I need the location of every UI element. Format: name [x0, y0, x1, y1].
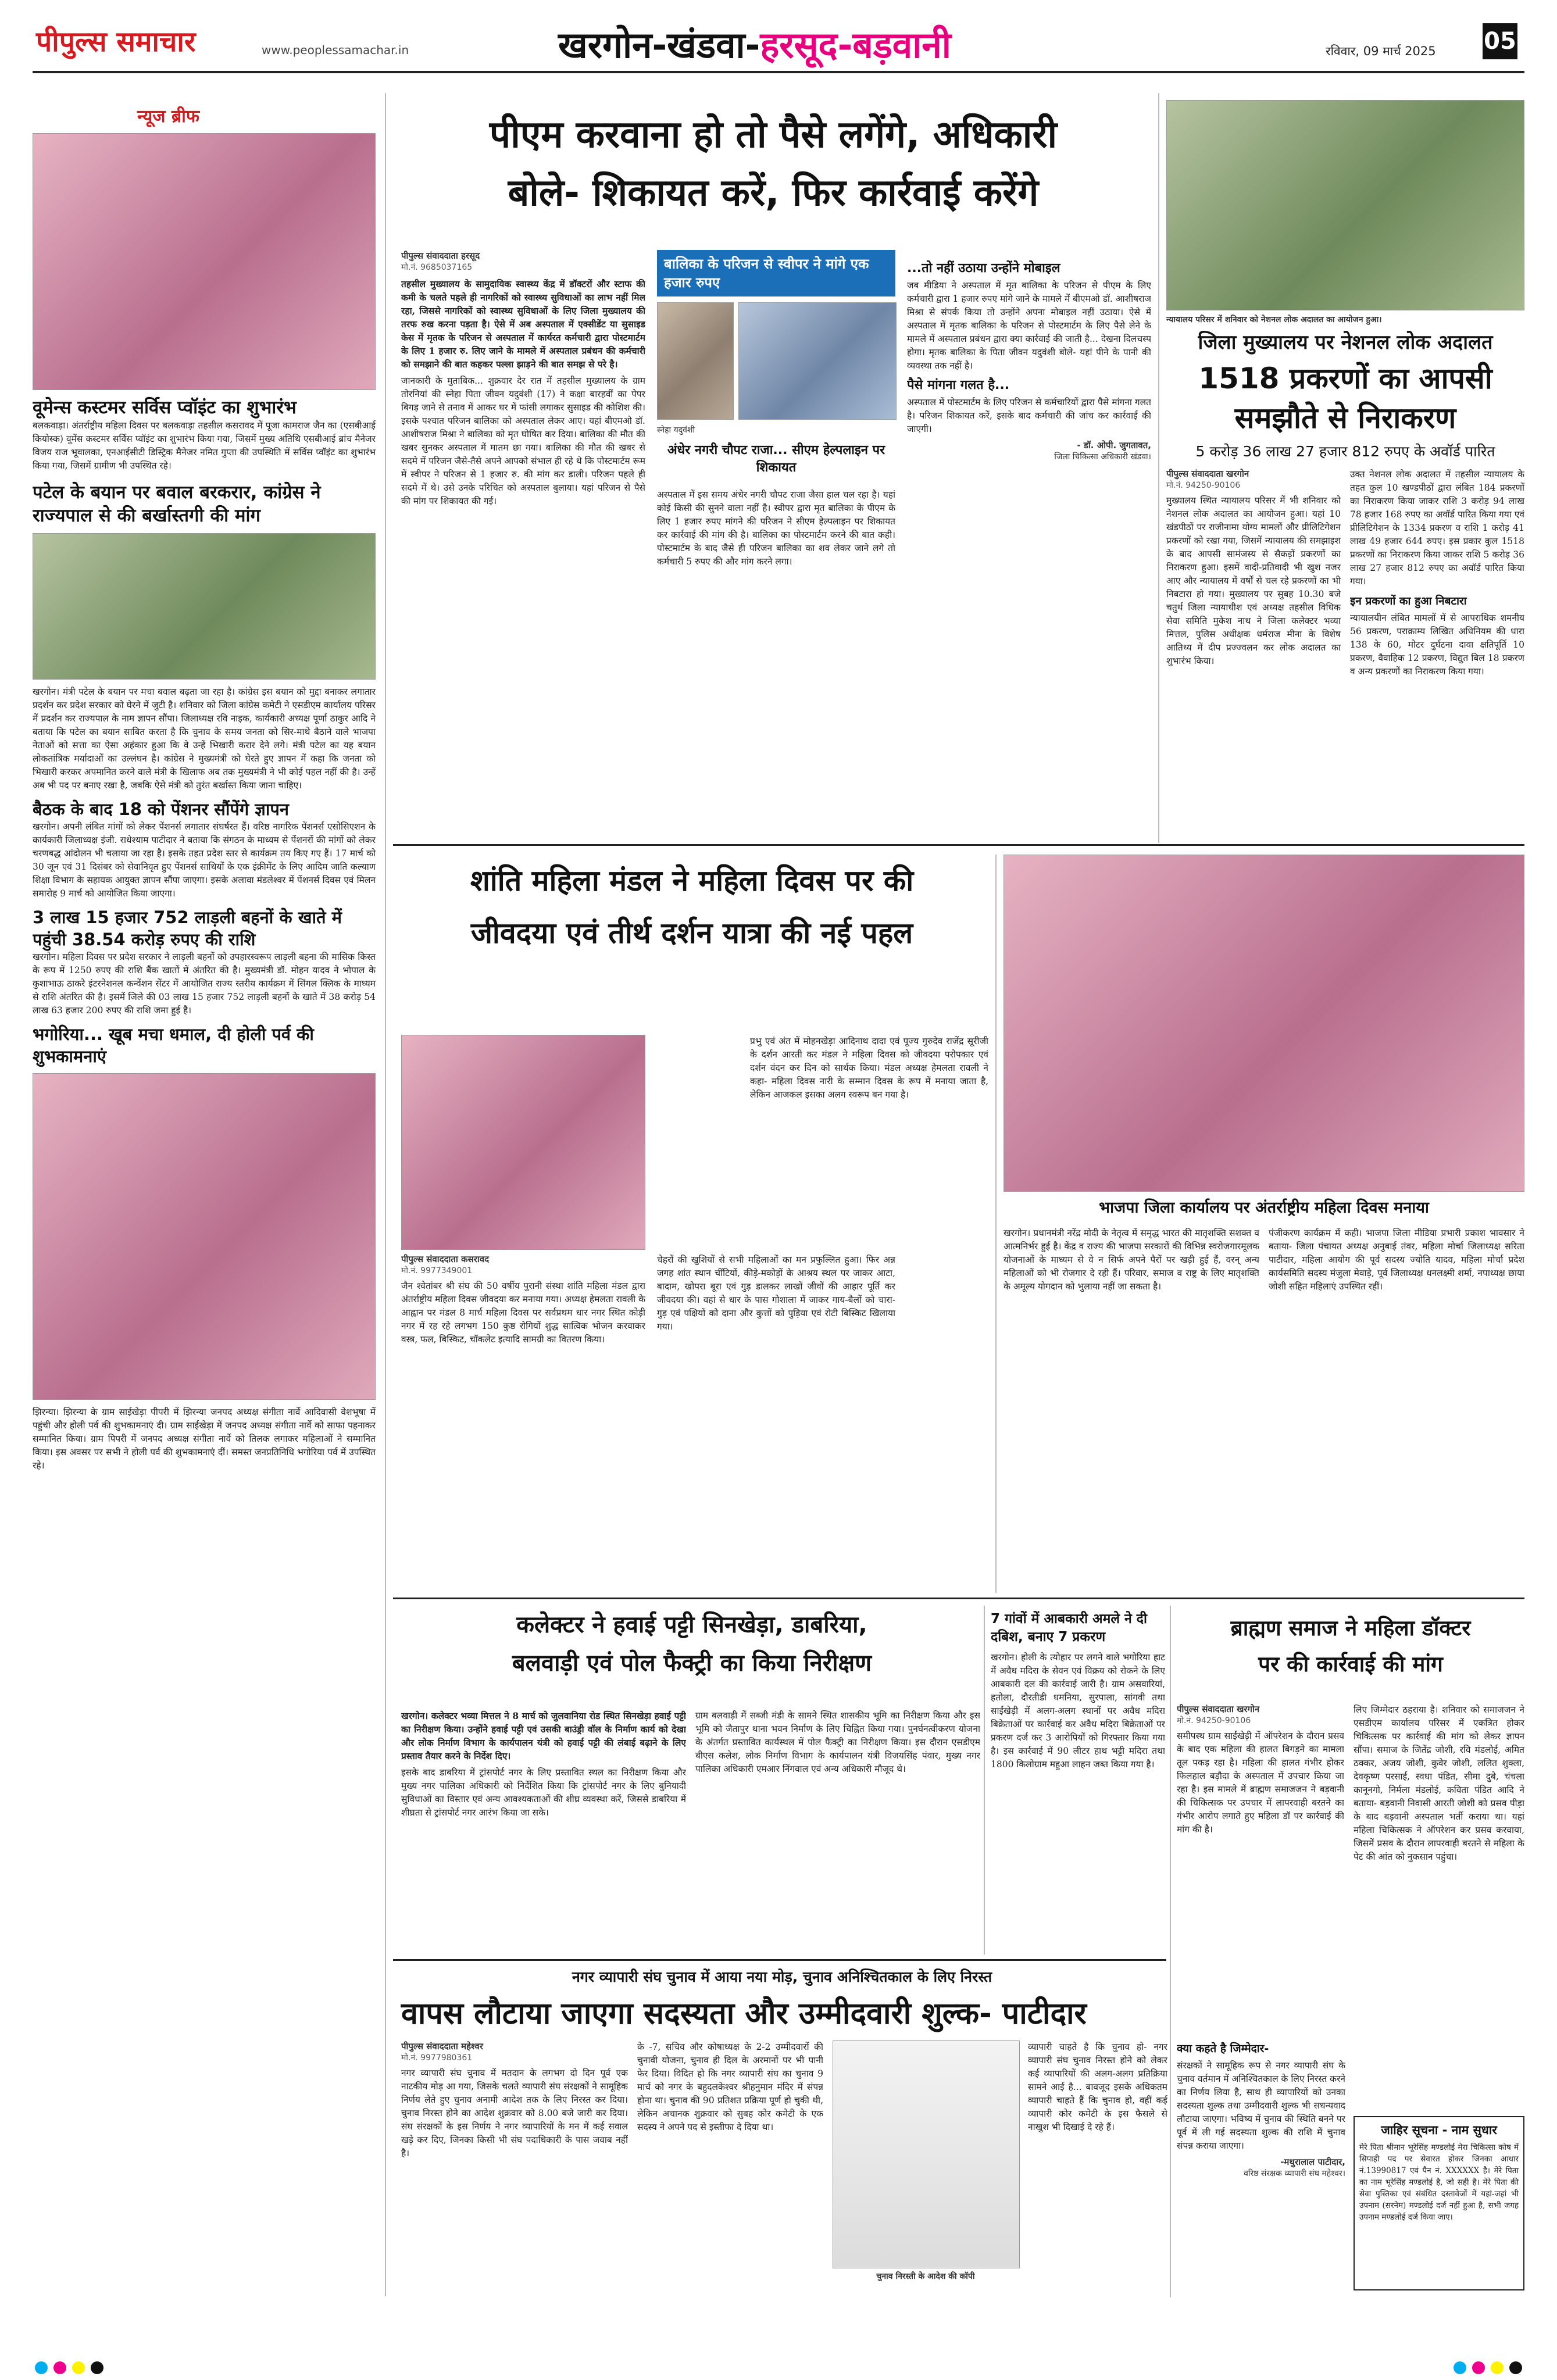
bjp-caption: भाजपा जिला कार्यालय पर अंतर्राष्ट्रीय महिला दिवस मनाया [1099, 1199, 1429, 1217]
vyapari-byline: पीपुल्स संवाददाता महेश्वर [401, 2041, 483, 2052]
masthead-url[interactable]: www.peoplessamachar.in [262, 43, 409, 57]
brahmin-headline-line1: ब्राह्मण समाज ने महिला डॉक्टर [1230, 1616, 1471, 1641]
vyapari-col-1 [401, 2040, 628, 2290]
collector-headline-line2: बलवाड़ी एवं पोल फैक्ट्री का किया निरीक्षण [512, 1650, 872, 1677]
collector-col-2 [695, 1709, 980, 1947]
brief-5-body: झिरन्या। झिरन्या के ग्राम साईखेड़ा पीपरी में झिरन्या जनपद अध्यक्ष संगीता नार्वे आदिवासी वेशभूषा में पहुंची और होली पर्व की शुभकामनाएं दी। ग्राम साईखेड़ा में जनपद अध्यक्ष संगीता नार्वे को साफा पहनाकर सम्मानित किया। ग्राम पिपरी में जनपद अध्यक्ष संगीता नार्वे को तिलक लगाकर महिलाओं ने सम्मानित किया। इस अवसर पर सभी ने होली पर्व की शुभकामनाएं दीं। समस्त जनप्रतिनिधि भगोरिया पर्व में उपस्थित रहे। [33, 1407, 376, 1471]
brahmin-headline [1177, 1610, 1524, 1698]
lead-quote-role: जिला चिकित्सा अधिकारी खंडवा। [1054, 452, 1151, 462]
vyapari-body-4: संरक्षकों ने सामूहिक रूप से नगर व्यापारी संघ के चुनाव वर्तमान में अनिश्चितकाल के लिए निरस्त करने का निर्णय लिया है, साथ ही व्यापारियों को उनका सदस्यता शुल्क तथा उम्मीदवारी शुल्क भी सधन्यवाद लौटाया जाएगा। भविष्य में चुनाव की स्थिति बनने पर पूर्व में ली गई सदस्यता शुल्क की राशि में चुनाव संपन्न कराया जाएगा। [1177, 2060, 1345, 2151]
masthead [0, 0, 1557, 76]
brahmin-col-2 [1354, 1703, 1524, 2110]
section-title [558, 20, 951, 69]
vyapari-body-2: के -7, सचिव और कोषाध्यक्ष के 2-2 उम्मीदवारों की चुनावी योजना, चुनाव ही दिल के अरमानों पर भी पानी फेर दिया। विदित हो कि नगर व्यापारी संघ का चुनाव 9 मार्च को नगर के बहुदलकेश्वर श्रीहनुमान मंदिर में संपन्न होना था। चुनाव की 90 प्रतिशत प्रक्रिया पूर्ण हो चुकी थी, लेकिन अचानक शुक्रवार को सुबह कोर कमेटी के एक सदस्य ने अपने पद से इस्तीफा दे दिया था। [637, 2042, 823, 2132]
lok-adalat-body-3: न्यायालयीन लंबित मामलों में से आपराधिक शमनीय 56 प्रकरण, पराक्राम्य लिखित अधिनियम की धारा 138 के 60, मोटर दुर्घटना दावा क्षतिपूर्ति 10 प्रकरण, वैवाहिक 12 प्रकरण, विद्युत बिल 18 प्रकरण व अन्य प्रकरणों का निराकरण किया गया। [1350, 613, 1524, 677]
vyapari-quote-by: -मथुरालाल पाटीदार, [1280, 2157, 1345, 2167]
register-yellow [72, 2361, 85, 2374]
bjp-col-2 [1269, 1227, 1524, 1593]
register-black [91, 2361, 103, 2374]
collector-headline [401, 1606, 983, 1704]
shanti-body-1: जैन श्वेतांबर श्री संघ की 50 वर्षीय पुरानी संस्था शांति महिला मंडल द्वारा अंतर्राष्ट्रीय महिला दिवस जीवदया कर मनाया गया। अध्यक्ष हेमलता रावली के आह्वान पर मंडल 8 मार्च महिला दिवस पर सर्वप्रथम धार नगर स्थित कोड़ी नगर में रह रहे लगभग 150 कुष्ठ रोगियों शुद्ध सात्विक भोजन करवाकर वस्त्र, फल, बिस्किट, चॉकलेट इत्यादि सामग्री का वितरण किया। [401, 1281, 645, 1345]
register-magenta-right [1472, 2361, 1485, 2374]
lead-body-2: अस्पताल में इस समय अंधेर नगरी चौपट राजा जैसा हाल चल रहा है। यहां कोई किसी की सुनने वाला नहीं है। स्वीपर द्वारा मृत बालिका के पीएम के लिए 1 हजार रुपए मांगने की परिजन ने सीएम हेल्पलाइन पर शिकायत कर कार्रवाई की मांग की है। बालिका का पोस्टमार्टम करने की बात कही। पोस्टमार्टम के बाद जैसे ही परिजन बालिका का शव लेकर जाने लगे तो कर्मचारी 5 रुपए की और मांग करने लगा। [657, 489, 895, 567]
lead-inset-hospital-photo [738, 302, 897, 420]
shanti-col-3 [750, 1035, 988, 1250]
collector-body-2: ग्राम बलवाड़ी में सब्जी मंडी के सामने स्थित शासकीय भूमि का निरीक्षण किया और इस भूमि को जैतापुर थाना भवन निर्माण के लिए चिह्नित किया गया। पुनर्घनत्वीकरण योजना के अंतर्गत प्रस्तावित कार्यस्थल में पोल फैक्ट्री का निरीक्षण किया। इस दौरान एसडीएम बीएस कलेश, लोक निर्माण विभाग के कार्यपालन यंत्री विजयसिंह पंवार, मुख्य नगर पालिका अधिकारी एमआर निंगवाल एवं अन्य अधिकारी मौजूद थे। [695, 1710, 980, 1774]
register-yellow-right [1491, 2361, 1504, 2374]
brief-5-headline: भगोरिया... खूब मचा धमाल, दी होली पर्व की शुभकामनाएं [33, 1024, 314, 1066]
shanti-body-2: चेहरों की खुशियों से सभी महिलाओं का मन प्रफुल्लित हुआ। फिर अन्न जगह शांत स्थान चींटियों, कीड़े-मकोड़ों के आश्रय स्थल पर जाकर आटा, बादाम, खोपरा बूरा एवं गुड़ डालकर लाखों जीवों की आहार पूर्ति कर जीवदया की। वहां से धार के पास गोशाला में जाकर गाय-बैलों को चारा-गुड़ एवं पक्षियों को दाना और कुत्तों को पुड़िया एवं रोटी बिस्किट खिलाया गया। [657, 1255, 895, 1332]
lok-adalat-body-1: मुख्यालय स्थित न्यायालय परिसर में भी शनिवार को नेशनल लोक अदालत का आयोजन हुआ। यहां 10 खंडपीठों पर राजीनामा योग्य मामलों और प्रीलिटिगेशन प्रकरणों को रखा गया, जिसमें न्यायालय की समझाइश के बाद आपसी सामंजस्य से सैकड़ों प्रकरणों का निराकरण हुआ। इसमें वादी-प्रतिवादी भी खुश नजर आए और न्यायालय में वर्षों से चल रहे प्रकरणों का भी निबटारा हो गया। मुख्यालय पर सुबह 10.30 बजे चतुर्थ जिला न्यायाधीश एवं अध्यक्ष तहसील विधिक सेवा समिति मुकेश नाथ ने जिला कलेक्टर भव्या मित्तल, पुलिस अधीक्षक धर्मराज मीना के विशेष आतिथ्य में दीप प्रज्ज्वलन कर लोक अदालत का शुभारंभ किया। [1166, 495, 1341, 666]
mid-rule-2 [393, 1598, 1524, 1599]
mid-rule-1 [393, 844, 1524, 846]
lead-col-2 [657, 488, 895, 837]
vyapari-body-3: व्यापारी चाहते है कि चुनाव हो- नगर व्यापारी संघ चुनाव निरस्त होने को लेकर कई व्यापारियों की अलग-अलग प्रतिक्रिया सामने आई है... बावजूद इसके अधिकतम व्यापारी चाहते हैं कि चुनाव हो, वहीं कई व्यापारी कोर कमेटी के इस फैसले से नाखुश भी दिखाई दे रहे हैं। [1028, 2042, 1167, 2132]
lead-inset [657, 250, 895, 483]
excise-story [991, 1610, 1165, 1953]
lok-adalat-byline: पीपुल्स संवाददाता खरगोन [1166, 469, 1249, 479]
brief-2-body: खरगोन। मंत्री पटेल के बयान पर मचा बवाल बढ़ता जा रहा है। कांग्रेस इस बयान को मुद्दा बनाकर लगातार प्रदर्शन कर प्रदेश सरकार को घेरने में जुटी है। शनिवार को जिला कांग्रेस कमेटी ने एसडीएम कार्यालय परिसर में प्रदर्शन कर राज्यपाल के नाम ज्ञापन सौंपा। जिलाध्यक्ष रवि नाइक, कार्यकारी अध्यक्ष पूर्णा ठाकुर आदि ने बताया कि पटेल का बयान साबित करता है कि चुनाव के समय जनता को सिर-माथे बैठाने वाले भाजपा नेताओं को सत्ता का ऐसा अहंकार हुआ कि वे उन्हें भिखारी करार देने लगे। मंत्री पटेल का यह बयान लोकतांत्रिक मर्यादाओं का उल्लंघन है। कांग्रेस ने मुख्यमंत्री को घेरते हुए ज्ञापन में कहा कि जनता को भिखारी करकर अपमानित करने वाले मंत्री के खिलाफ अब तक मुख्यमंत्री ने भी कोई पहल नहीं की है। उन्हें अब भी पद पर बनाए रखा है, जबकि ऐसे मंत्री को तुरंत बर्खास्त किया जाना चाहिए। [33, 687, 376, 791]
shanti-col-2 [657, 1253, 895, 1591]
vyapari-doc-image [833, 2040, 1020, 2268]
shanti-col-1 [401, 1253, 645, 1591]
brief-4-body: खरगोन। महिला दिवस पर प्रदेश सरकार ने लाड़ली बहनों को उपहारस्वरूप लाड़ली बहना की मासिक किस्त के रूप में 1250 रुपए की राशि बैंक खातों में अंतरित की है। मुख्यमंत्री डॉ. मोहन यादव ने भोपाल के कुशाभाऊ ठाकरे इंटरनेशनल कन्वेंशन सेंटर में आयोजित राज्य स्तरीय कार्यक्रम में सिंगल क्लिक के माध्यम से राशि अंतरित की है। इसमें जिले की 03 लाख 15 हजार 752 लाड़ली बहनों के खाते में 38 करोड़ 54 लाख 63 हजार 200 रुपए की राशि जमा हुई है। [33, 952, 376, 1016]
lead-headline-line2: बोले- शिकायत करें, फिर कार्रवाई करेंगे [508, 171, 1039, 215]
lead-inset-portrait [657, 302, 734, 420]
vyapari-doc-caption: चुनाव निरस्ती के आदेश की कॉपी [876, 2272, 975, 2281]
lead-body-4: अस्पताल में पोस्टमार्टम के लिए परिजन से कर्मचारियों द्वारा पैसे मांगना गलत है। परिजन शिकायत करें, इसके बाद कर्मचारी की जांच कर कार्रवाई की जाएगी। [907, 397, 1151, 434]
lead-body-1: जानकारी के मुताबिक... शुक्रवार देर रात में तहसील मुख्यालय के ग्राम तोरनियां की स्नेहा पिता जीवन यदुवंशी (17) ने कक्षा बारहवीं का पेपर बिगड़ जाने से तनाव में आकर घर में फांसी लगाकर सुसाइड की कोशिश की। इसके पश्चात परिजन बालिका को अस्पताल लेकर आए। यहां बीएमओ डॉ. आशीषराज मिश्रा ने बालिका को मृत घोषित कर दिया। बालिका की मौत की खबर सुनकर अस्पताल में मातम छा गया। बालिका की मौत की खबर से सदमे में परिजन जैसे-तैसे अपने आपको संभाल ही रहे थे कि पोस्टमार्टम रूम में स्वीपर ने परिजन से 1 हजार रु. की मांग कर डाली। परिजन पहले ही सदमे में थे। उसे उनके परिचित को अस्पताल बुलाया। यहां परिजन से पैसे की मांग पर शिकायत की गई। [401, 376, 645, 506]
collector-col-1 [401, 1709, 686, 1947]
masthead-date: रविवार, 09 मार्च 2025 [1326, 44, 1436, 58]
brief-1-headline: वूमेन्स कस्टमर सर्विस प्वॉइंट का शुभारंभ [33, 397, 297, 418]
lead-right-divider [1158, 93, 1159, 843]
bjp-body-1: खरगोन। प्रधानमंत्री नरेंद्र मोदी के नेतृत्व में समृद्ध भारत की मातृशक्ति सशक्त व आत्मनिर्भर हुई है। केंद्र व राज्य की भाजपा सरकारों की विभिन्न स्वरोजगारमूलक योजनाओं के माध्यम से वे न सिर्फ अपने पैरों पर खड़ी हुई हैं, वरन् अन्य महिलाओं को भी रोजगार दे रही हैं। परिवार, समाज व राष्ट्र के लिए मातृशक्ति के अमूल्य योगदान को भुलाया नहीं जा सकता है। [1004, 1228, 1259, 1292]
lead-headline [401, 106, 1145, 245]
shanti-body-3: प्रभु एवं अंत में मोहनखेड़ा आदिनाथ दादा एवं पूज्य गुरुदेव राजेंद्र सूरीजी के दर्शन आरती कर मंडल ने महिला दिवस को जीवदया परोपकार एवं दर्शन वंदन कर दिन को सार्थक किया। मंडल अध्यक्ष हेमलता रावली ने कहा- महिला दिवस नारी के सम्मान दिवस के रूप में मनाया जाता है, लेकिन आजकल इसका अलग स्वरूप बन गया है। [750, 1036, 988, 1100]
lead-col-3 [907, 256, 1151, 837]
brahmin-body-1: समीपस्थ ग्राम साईंखेड़ी में ऑपरेशन के दौरान प्रसव के बाद एक महिला की हालत बिगड़ने का मामला तूल पकड़ रहा है। महिला की हालत गंभीर होकर फिलहाल बड़ौदा के अस्पताल में उपचार किया जा रहा है। इस मामले में ब्राह्मण समाजजन ने बड़वानी की चिकित्सक पर उपचार में लापरवाही बरतने का गंभीर आरोप लगाते हुए महिला डॉ पर कार्रवाई की मांग की है। [1177, 1731, 1344, 1835]
shanti-divider [995, 855, 997, 1593]
lead-intro: तहसील मुख्यालय के सामुदायिक स्वास्थ्य केंद्र में डॉक्टरों और स्टाफ की कमी के चलते पहले ही नागरिकों को स्वास्थ्य सुविधाओं का लाभ नहीं मिल रहा, जिससे नागरिकों को स्वास्थ्य सुविधाओं के लिए जिला मुख्यालय की तरफ रुख करना पड़ता है। ऐसे में अब अस्पताल में एक्सीडेंट या सुसाइड केस में मृतक के परिजन से अस्पताल में कार्यरत कर्मचारी द्वारा पोस्टमार्टम के लिए 1 हजार रु. लिए जाने के मामले में अस्पताल प्रबंधन की कर्मचारी को समझाने की बात कहकर पल्ला झाड़ने की बात समझ से परे है। [401, 278, 645, 370]
brief-4-headline: 3 लाख 15 हजार 752 लाड़ली बहनों के खाते में पहुंची 38.54 करोड़ रुपए की राशि [33, 907, 342, 949]
vyapari-quote-role: वरिष्ठ संरक्षक व्यापारी संघ महेश्वर। [1244, 2169, 1345, 2178]
shanti-photo [401, 1035, 645, 1250]
notice-title: जाहिर सूचना - नाम सुधार [1381, 2123, 1497, 2137]
lead-subhead-3: पैसे मांगना गलत है... [907, 378, 1010, 392]
shanti-headline [401, 855, 983, 1041]
brahmin-byline: पीपुल्स संवाददाता खरगोन [1177, 1704, 1260, 1714]
vyapari-col-4 [1177, 2040, 1345, 2290]
lok-adalat [1166, 100, 1524, 838]
section-title-left: खरगोन-खंडवा- [558, 24, 760, 66]
shanti-headline-line2: जीवदया एवं तीर्थ दर्शन यात्रा की नई पहल [470, 916, 913, 950]
collector-divider [984, 1606, 985, 1954]
lead-mobile: मो.नं. 9685037165 [401, 263, 473, 272]
brief-1-body: बलकवाड़ा। अंतर्राष्ट्रीय महिला दिवस पर बलकवाड़ा तहसील कसरावद में पूजा कामराज जैन का (एसबीआई कियोस्क) वूमेंस कस्टमर सर्विस प्वॉइंट का शुभारंभ किया गया, जिसमें मुख्य अतिथि एसबीआई ब्रांच मैनेजर विजय राज भूवालका, एनआईसीटी डिस्ट्रिक मैनेजर नमित गुप्ता की उपस्थिति में सर्विस प्वॉइंट का शुभारंभ किया गया, जिसमें ग्रामीण भी उपस्थित रहे। [33, 420, 376, 471]
lead-inset-name: स्नेहा यदुवंशी [657, 426, 695, 435]
brahmin-mobile: मो.नं. 94250-90106 [1177, 1716, 1251, 1725]
lok-adalat-deck: 5 करोड़ 36 लाख 27 हजार 812 रुपए के अवॉर्ड पारित [1195, 443, 1495, 460]
lok-adalat-subhead: इन प्रकरणों का हुआ निबटारा [1350, 595, 1467, 607]
brief-photo-5 [33, 1073, 376, 1400]
lead-headline-line1: पीएम करवाना हो तो पैसे लगेंगे, अधिकारी [489, 113, 1058, 156]
lok-adalat-photo [1166, 100, 1524, 310]
collector-intro: खरगोन। कलेक्टर भव्या मित्तल ने 8 मार्च को जुलवानिया रोड स्थित सिनखेड़ा हवाई पट्टी का निरीक्षण किया। उन्होंने हवाई पट्टी एवं उसकी बाउंड्री वॉल के निर्माण कार्य को देखा और लोक निर्माण विभाग के कार्यपालन यंत्री को हवाई पट्टी की लंबाई बढ़ाने के लिए प्रस्ताव तैयार करने के निर्देश दिए। [401, 1710, 686, 1761]
color-register-bar [0, 2354, 1557, 2380]
bjp-col-1 [1004, 1227, 1259, 1593]
notice-body: मेरे पिता श्रीमान भूरेसिंह मण्डलोई मेरा चिकित्सा कोष में सिपाही पद पर सेवारत होकर जिनका आधार नं.13990817 एवं पैन नं. XXXXXX है। मेरे पिता का नाम भूरेसिंह मण्डलोई है, जो सही है। मेरे पिता की सेवा पुस्तिका एवं संबंधित दस्तावेजों में यहां-जहां भी उपनाम (सरनेम) मण्डलोई दर्ज नहीं हुआ है, सभी जगह उपनाम मण्डलोई दर्ज किया जाए। [1359, 2143, 1519, 2222]
vyapari-body-1: नगर व्यापारी संघ चुनाव में मतदान के लगभग दो दिन पूर्व एक नाटकीय मोड़ आ गया, जिसके चलते व्यापारी संघ संरक्षकों ने सामूहिक निर्णय लेते हुए चुनाव अनामी आदेश तक के लिए निरस्त कर दिया। चुनाव निरस्त होने का आदेश शुक्रवार को 8.00 बजे जारी कर दिया। संघ संरक्षकों के इस निर्णय ने नगर व्यापारियों के मन में कई सवाल खड़े कर दिए, जिनका किसी भी संघ पदाधिकारी के पास जवाब नहीं है। [401, 2068, 628, 2159]
brief-photo-2 [33, 533, 376, 680]
page-number: 05 [1483, 23, 1517, 59]
excise-headline: 7 गांवों में आबकारी अमले ने दी दबिश, बनाए 7 प्रकरण [991, 1611, 1147, 1645]
lead-body-3: जब मीडिया ने अस्पताल में मृत बालिका के परिजन से पीएम के लिए कर्मचारी द्वारा 1 हजार रुपए मांगे जाने के मामले में बीएमओ डॉ. आशीषराज मिश्रा से संपर्क किया तो उन्होंने अपना मोबाइल नहीं उठाया। ऐसे में अस्पताल में मृतक बालिका के परिजन से पोस्टमार्टम के लिए पैसे लेने के मामले में अस्पताल प्रबंधन द्वारा क्या कार्रवाई की जाती है... देखना दिलचस्प होगा। मृतक बालिका के पिता जीवन यदुवंशी बोले- यहां पीने के पानी की व्यवस्था तक नहीं है। [907, 280, 1151, 371]
register-cyan-right [1454, 2361, 1466, 2374]
register-black-right [1509, 2361, 1522, 2374]
brief-2-headline: पटेल के बयान पर बवाल बरकरार, कांग्रेस ने राज्यपाल से की बर्खास्तगी की मांग [33, 482, 321, 526]
lok-adalat-body-2: उक्त नेशनल लोक अदालत में तहसील न्यायालय के तहत कुल 10 खण्डपीठों द्वारा लंबित 184 प्रकरणों का निराकरण किया जाकर राशि 3 करोड़ 94 लाख 78 हजार 168 रुपए का अवॉर्ड पारित किया गया एवं प्रीलिटिगेशन के 1334 प्रकरण व राशि 1 करोड़ 41 लाख 49 हजार 644 रुपए। इस प्रकार कुल 1518 प्रकरणों का निराकरण किया जाकर राशि 5 करोड़ 36 लाख 27 हजार 812 रुपए का अवॉर्ड पारित किया गया। [1350, 469, 1524, 587]
masthead-rule [33, 71, 1524, 73]
register-magenta [53, 2361, 66, 2374]
lead-inset-caption: बालिका के परिजन से स्वीपर ने मांगे एक हजार रुपए [657, 250, 895, 296]
lead-byline [401, 250, 645, 262]
vyapari-col-3 [1028, 2040, 1167, 2290]
brahmin-body-2: लिए जिम्मेदार ठहराया है। शनिवार को समाजजन ने एसडीएम कार्यालय परिसर में एकत्रित होकर चिकित्सक पर कार्रवाई की मांग को लेकर ज्ञापन सौंपा। समाज के जितेंद्र जोशी, रवि मंडलोई, अमित ठक्कर, अजय जोशी, कुवेर जोशी, ललित शुक्ला, देवकृष्ण परसाई, स्वधा पंडित, सीमा दुबे, चंचला कानूनगो, निर्मला मंडलोई, कविता पंडित आदि ने बताया- बड़वानी निवासी आरती जोशी को प्रसव पीड़ा के बाद बड़वानी अस्पताल भर्ती कराया था। यहां महिला चिकित्सक ने ऑपरेशन कर प्रसव करवाया, जिसमें प्रसव के दौरान लापरवाही बरतने से महिला के पेट की आंत को नुकसान पहुंचा। [1354, 1704, 1524, 1862]
shanti-headline-line1: शांति महिला मंडल ने महिला दिवस पर की [470, 864, 914, 898]
bjp-body-2: पंजीकरण कार्यक्रम में कही। भाजपा जिला मीडिया प्रभारी प्रकाश भावसार ने बताया- जिला पंचायत अध्यक्ष अनुबाई तंवर, महिला मोर्चा जिलाध्यक्ष सरिता पाटीदार, महिला आयोग की पूर्व सदस्य ज्योति यादव, महिला मोर्चा प्रदेश कार्यसमिति सदस्य मंजुला मेवाड़े, पूर्व जिलाध्यक्ष धनलक्ष्मी शर्मा, नपाध्यक्ष छाया जोशी सहित महिलाएं उपस्थित रहीं। [1269, 1228, 1524, 1292]
vyapari-kicker: नगर व्यापारी संघ चुनाव में आया नया मोड़, चुनाव अनिश्चितकाल के लिए निरस्त [572, 1968, 992, 1985]
lead-place: हरसूद [460, 251, 480, 261]
mid-rule-3 [393, 1959, 1166, 1961]
lead-col-1 [401, 250, 645, 837]
lok-adalat-col-2 [1350, 468, 1524, 828]
shanti-byline: पीपुल्स संवाददाता कसरावद [401, 1254, 490, 1264]
vyapari-headline: वापस लौटाया जाएगा सदस्यता और उम्मीदवारी शुल्क- पाटीदार [401, 1996, 1087, 2031]
shanti-mobile: मो.नं. 9977349001 [401, 1266, 473, 1275]
lead-byline-text: पीपुल्स संवाददाता [401, 251, 458, 261]
lead-subhead-2: ...तो नहीं उठाया उन्होंने मोबाइल [907, 261, 1060, 276]
collector-headline-line1: कलेक्टर ने हवाई पट्टी सिनखेड़ा, डाबरिया, [516, 1611, 867, 1638]
lead-quote-by: - डॉ. ओपी. जुगतावत, [1077, 440, 1151, 451]
brief-photo-1 [33, 133, 376, 390]
news-brief-column [33, 100, 376, 2297]
lok-adalat-photo-caption: न्यायालय परिसर में शनिवार को नेशनल लोक अदालत का आयोजन हुआ। [1166, 315, 1382, 324]
lok-adalat-mobile: मो.नं. 94250-90106 [1166, 481, 1241, 490]
collector-body-1: इसके बाद डाबरिया में ट्रांसपोर्ट नगर के लिए प्रस्तावित स्थल का निरीक्षण किया और मुख्य नगर पालिका अधिकारी को निर्देशित किया कि ट्रांसपोर्ट नगर के लिए बुनियादी सुविधाओं का विस्तार एवं अन्य आवश्यकताओं की शीघ्र व्यवस्था करें, जिससे डाबरिया में शीघ्रता से ट्रांसपोर्ट नगर आरंभ किया जा सके। [401, 1767, 686, 1818]
left-column-divider [385, 93, 386, 2296]
section-title-right: हरसूद-बड़वानी [760, 24, 951, 66]
lead-subhead-1: अंधेर नगरी चौपट राजा... सीएम हेल्पलाइन पर शिकायत [667, 443, 885, 475]
vyapari-col-2 [637, 2040, 823, 2290]
lok-adalat-kicker: जिला मुख्यालय पर नेशनल लोक अदालत [1198, 331, 1493, 354]
brief-3-body: खरगोन। अपनी लंबित मांगों को लेकर पेंशनर्स लगातार संघर्षरत हैं। वरिष्ठ नागरिक पेंशनर्स एसोसिएशन के कार्यकारी जिलाध्यक्ष इंजी. राधेश्याम पाटीदार ने बताया कि संगठन के माध्यम से पेंशनरों की मांगों को लेकर चरणबद्ध आंदोलन भी चलाया जा रहा है। इसके तहत प्रदेश स्तर से कार्यक्रम तय किए गए हैं। 17 मार्च को 30 जून एवं 31 दिसंबर को सेवानिवृत हुए पेंशनर्स साथियों के एक इंक्रीमेंट के लिए आदिम जाति कल्याण शिक्षा विभाग के सहायक आयुक्त ज्ञापन सौंपा जाएगा। इसके अलावा मंडलेश्वर में पेंशनर्स दिवस एवं मिलन समारोह 9 मार्च को आयोजित किया जाएगा। [33, 821, 376, 899]
public-notice [1354, 2116, 1524, 2290]
news-brief-label: न्यूज ब्रीफ [137, 106, 199, 127]
lok-adalat-headline: 1518 प्रकरणों का आपसी समझौते से निराकरण [1198, 362, 1492, 435]
bjp-photo [1004, 855, 1524, 1192]
brahmin-headline-line2: पर की कार्रवाई की मांग [1258, 1652, 1443, 1677]
lok-adalat-col-1 [1166, 468, 1341, 828]
masthead-logo[interactable]: पीपुल्स समाचार [36, 26, 196, 58]
vyapari-quote-head: क्या कहते है जिम्मेदार- [1177, 2042, 1269, 2055]
excise-body: खरगोन। होली के त्योहार पर लगने वाले भगोरिया हाट में अवैध मदिरा के सेवन एवं विक्रय को रोकने के लिए आबकारी दल की कार्रवाई जारी है। ग्राम असवारियां, हतोला, दौरतीडी धमनिया, सुरपाला, सांगवी तथा साईंखेड़ी में अलग-अलग स्थानों पर अवैध मदिरा बिक्रेताओं पर कार्रवाई कर अवैध मदिरा बिक्रेताओं पर प्रकरण दर्ज कर 3 आरोपियों को गिरफ्तार किया गया है। इस कार्रवाई में 90 लीटर हाथ भट्टी मदिरा तथा 1800 किलोग्राम महुआ लाहन जब्त किया गया है। [991, 1652, 1165, 1770]
excise-divider [1170, 1606, 1171, 2297]
brief-3-headline: बैठक के बाद 18 को पेंशनर सौंपेंगे ज्ञापन [33, 799, 289, 819]
vyapari-doc [833, 2040, 1019, 2290]
register-cyan [35, 2361, 48, 2374]
brahmin-col-1 [1177, 1703, 1344, 1994]
vyapari-mobile: मो.नं. 9977980361 [401, 2053, 473, 2063]
